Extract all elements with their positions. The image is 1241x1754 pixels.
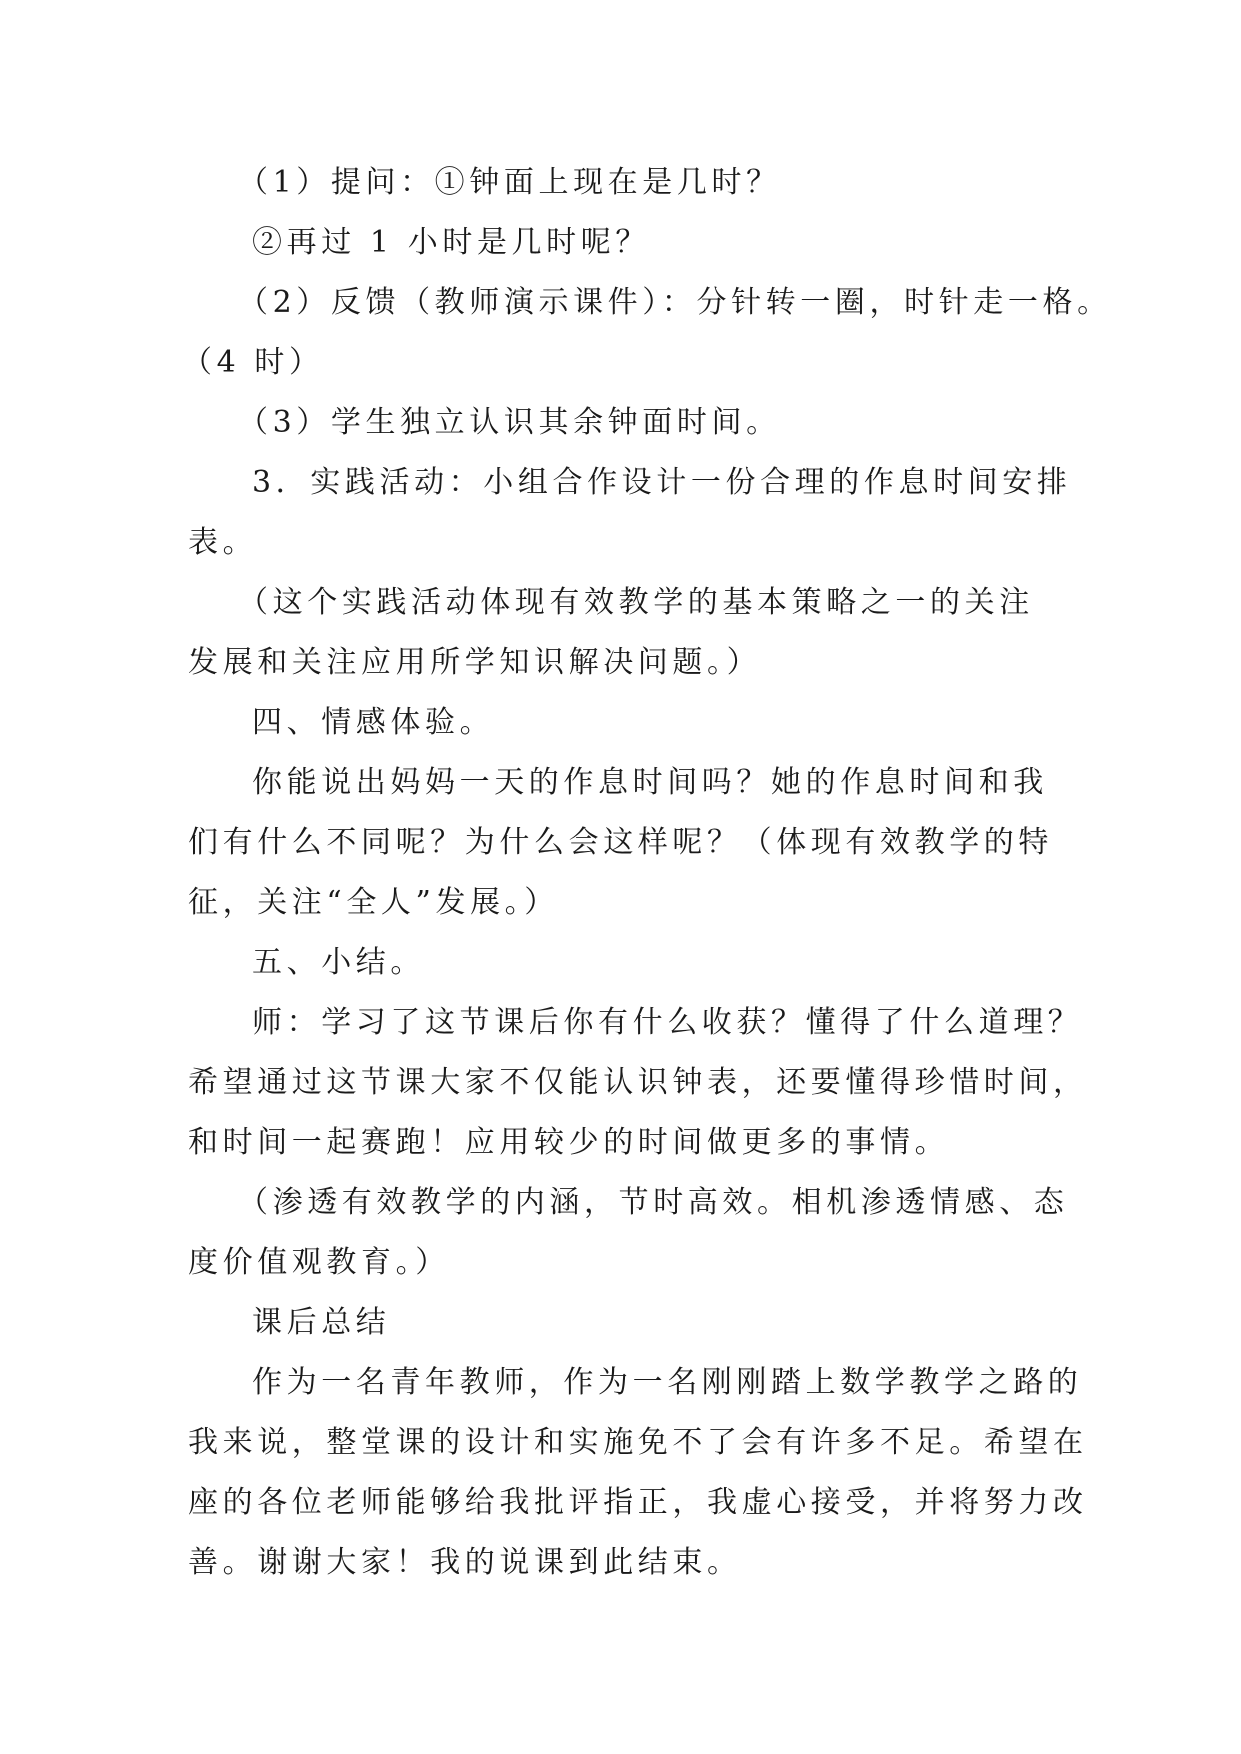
text-line: 善。谢谢大家！我的说课到此结束。: [188, 1545, 742, 1580]
text-line: （2）反馈（教师演示课件）：分针转一圈，时针走一格。: [238, 285, 1112, 320]
text-line: 和时间一起赛跑！应用较少的时间做更多的事情。: [188, 1125, 950, 1160]
text-line: （这个实践活动体现有效教学的基本策略之一的关注: [238, 585, 1034, 620]
text-line: 希望通过这节课大家不仅能认识钟表，还要懂得珍惜时间，: [188, 1065, 1088, 1100]
text-line: 我来说，整堂课的设计和实施免不了会有许多不足。希望在: [188, 1425, 1088, 1460]
text-line: 们有什么不同呢？为什么会这样呢？（体现有效教学的特: [188, 825, 1053, 860]
text-line: 师：学习了这节课后你有什么收获？懂得了什么道理？: [252, 1005, 1083, 1040]
text-line: 座的各位老师能够给我批评指正，我虚心接受，并将努力改: [188, 1485, 1088, 1520]
text-line: 征，关注“全人”发展。）: [188, 885, 559, 920]
text-line: 作为一名青年教师，作为一名刚刚踏上数学教学之路的: [252, 1365, 1083, 1400]
text-line: 你能说出妈妈一天的作息时间吗？她的作息时间和我: [252, 765, 1048, 800]
text-line: ②再过 1 小时是几时呢？: [252, 225, 650, 260]
text-line: （渗透有效教学的内涵，节时高效。相机渗透情感、态: [238, 1185, 1069, 1220]
text-line: 表。: [188, 525, 258, 560]
text-line: （3）学生独立认识其余钟面时间。: [238, 405, 781, 440]
text-line: 发展和关注应用所学知识解决问题。）: [188, 645, 762, 680]
text-line: （4 时）: [182, 345, 324, 380]
text-line: 3．实践活动：小组合作设计一份合理的作息时间安排: [252, 465, 1072, 500]
text-line: 度价值观教育。）: [188, 1245, 450, 1280]
text-line: 课后总结: [252, 1305, 391, 1340]
text-line: 五、小结。: [252, 945, 425, 980]
text-line: （1）提问：①钟面上现在是几时？: [238, 165, 781, 200]
text-line: 四、情感体验。: [252, 705, 495, 740]
